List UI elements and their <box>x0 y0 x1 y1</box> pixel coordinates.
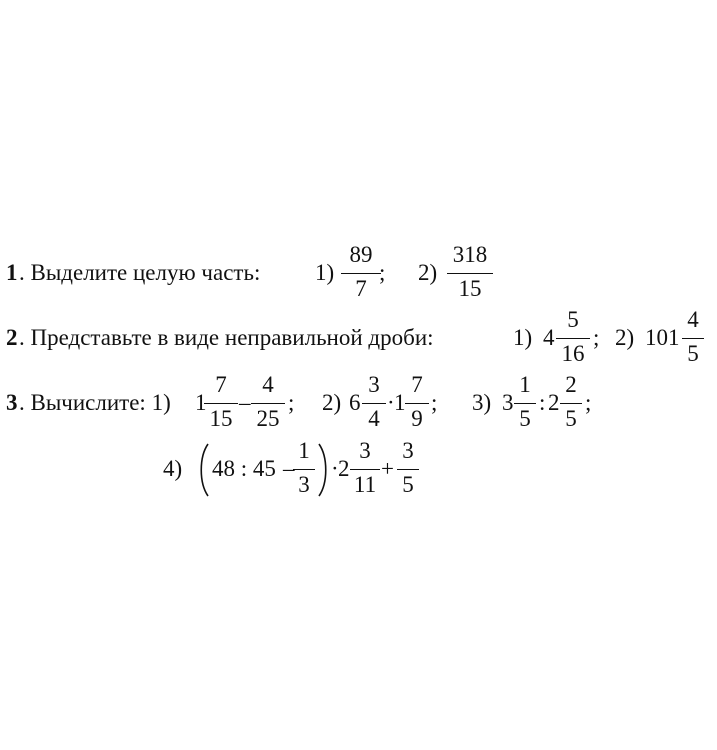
fraction-numerator: 1 <box>519 372 531 397</box>
divide-operator: : <box>539 390 546 415</box>
task2-instruction: . Представьте в виде неправильной дроби: <box>19 325 434 350</box>
fraction-denominator: 11 <box>353 472 377 497</box>
task1-item2-label: 2) <box>418 260 438 285</box>
fraction-bar <box>341 273 381 274</box>
fraction-denominator: 3 <box>298 472 310 497</box>
mixed-whole: 101 <box>645 325 680 350</box>
fraction-denominator: 5 <box>687 341 699 366</box>
task1-number: 1 <box>6 260 18 285</box>
task3-number: 3 <box>6 390 18 415</box>
task1-instruction: . Выделите целую часть: <box>19 260 261 285</box>
fraction-denominator: 7 <box>355 276 367 301</box>
fraction-numerator: 3 <box>368 372 380 397</box>
multiply-operator: · <box>387 390 395 415</box>
mixed-whole: 2 <box>548 390 560 415</box>
task3-item4-label: 4) <box>163 456 183 481</box>
separator: ; <box>288 390 295 415</box>
fraction-bar <box>397 469 419 470</box>
fraction-denominator: 16 <box>561 341 585 366</box>
fraction-bar <box>514 403 536 404</box>
separator: ; <box>593 325 600 350</box>
fraction-bar <box>293 469 315 470</box>
fraction-numerator: 4 <box>262 372 274 397</box>
separator: ; <box>431 390 438 415</box>
fraction-bar <box>350 469 380 470</box>
fraction-numerator: 3 <box>359 438 371 463</box>
task1-item1-label: 1) <box>315 260 335 285</box>
fraction-bar <box>204 403 238 404</box>
minus-operator: – <box>283 456 295 481</box>
task2-item1-label: 1) <box>513 325 533 350</box>
task2-item2-label: 2) <box>615 325 635 350</box>
mixed-whole: 2 <box>338 456 350 481</box>
mixed-whole: 1 <box>195 390 207 415</box>
fraction-denominator: 9 <box>411 406 423 431</box>
fraction-numerator: 318 <box>452 242 488 267</box>
fraction-bar <box>556 338 590 339</box>
fraction-numerator: 5 <box>567 307 579 332</box>
fraction-numerator: 2 <box>565 372 577 397</box>
mixed-whole: 1 <box>394 390 406 415</box>
minus-operator: – <box>239 390 251 415</box>
right-parenthesis-icon <box>317 443 329 497</box>
task3-item3-label: 3) <box>472 390 492 415</box>
fraction-bar <box>251 403 285 404</box>
fraction-denominator: 15 <box>209 406 233 431</box>
fraction-bar <box>682 338 704 339</box>
mixed-whole: 3 <box>502 390 514 415</box>
fraction-numerator: 7 <box>215 372 227 397</box>
fraction-denominator: 4 <box>368 406 380 431</box>
fraction-denominator: 5 <box>402 472 414 497</box>
left-parenthesis-icon <box>198 443 210 497</box>
multiply-operator: · <box>331 456 339 481</box>
fraction-numerator: 7 <box>411 372 423 397</box>
task3-instruction: . Вычислите: 1) <box>19 390 171 415</box>
task2-number: 2 <box>6 325 18 350</box>
fraction-denominator: 25 <box>256 406 280 431</box>
fraction-bar <box>560 403 582 404</box>
mixed-whole: 6 <box>349 390 361 415</box>
separator: ; <box>379 260 386 285</box>
fraction-bar <box>447 273 493 274</box>
fraction-numerator: 4 <box>687 307 699 332</box>
fraction-denominator: 5 <box>565 406 577 431</box>
division-expression: 48 : 45 <box>212 456 276 481</box>
task3-item2-label: 2) <box>322 390 342 415</box>
fraction-bar <box>405 403 429 404</box>
separator: ; <box>585 390 592 415</box>
mixed-whole: 4 <box>543 325 555 350</box>
fraction-numerator: 89 <box>349 242 373 267</box>
fraction-bar <box>362 403 386 404</box>
fraction-denominator: 15 <box>458 276 482 301</box>
fraction-denominator: 5 <box>519 406 531 431</box>
plus-operator: + <box>381 456 394 481</box>
fraction-numerator: 1 <box>298 438 310 463</box>
fraction-numerator: 3 <box>402 438 414 463</box>
